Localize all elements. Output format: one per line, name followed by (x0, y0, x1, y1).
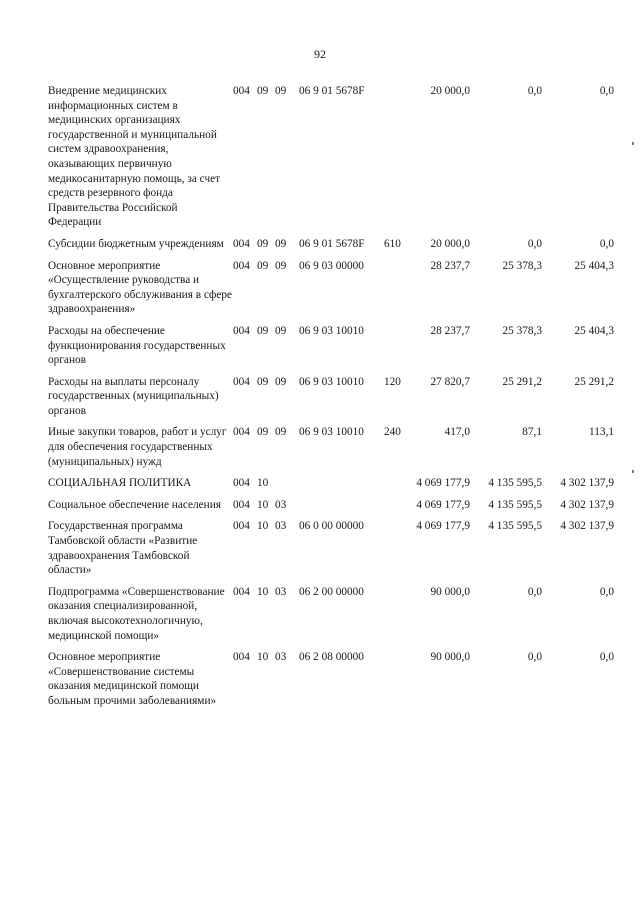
value-year-3: 0,0 (599, 85, 614, 97)
code-pr: 03 (275, 585, 287, 598)
table-row (48, 237, 614, 252)
code-ved: 004 (233, 237, 250, 250)
row-spacer (48, 418, 614, 425)
table-row (48, 425, 614, 469)
value-year-1: 4 069 177,9 (416, 477, 470, 490)
value-year-1: 4 069 177,9 (416, 498, 470, 511)
scan-edge-mark (632, 470, 634, 473)
table-row (48, 259, 614, 317)
row-code (233, 498, 400, 513)
value-year-1: 20 000,0 (430, 237, 470, 250)
row-code (233, 425, 400, 469)
table-row (48, 84, 614, 230)
row-name: Социальное обеспечение населения (48, 498, 221, 511)
code-rz: 09 (257, 426, 269, 439)
budget-table-body (48, 84, 614, 709)
code-pr: 09 (275, 426, 287, 439)
code-rz: 10 (257, 651, 269, 664)
row-name: Расходы на обеспечение функционирования государственных органов (48, 324, 226, 367)
value-year-2: 4 135 595,5 (488, 477, 542, 490)
value-year-2: 25 291,2 (502, 375, 542, 388)
value-year-3: 0,0 (599, 237, 614, 250)
row-code (233, 476, 400, 491)
value-year-1: 20 000,0 (430, 85, 470, 97)
scan-edge-mark (632, 142, 634, 145)
code-cs: 06 9 01 5678F (299, 85, 365, 97)
code-ved: 004 (233, 259, 250, 272)
table-row (48, 324, 614, 368)
code-cs: 06 2 08 00000 (299, 651, 364, 664)
code-pr: 09 (275, 375, 287, 388)
code-ved: 004 (233, 520, 250, 533)
value-year-3: 25 404,3 (574, 259, 614, 272)
value-year-3: 4 302 137,9 (560, 477, 614, 490)
code-ved: 004 (233, 477, 250, 490)
row-code (233, 375, 400, 419)
code-cs: 06 9 03 00000 (299, 259, 364, 272)
code-cs: 06 9 03 10010 (299, 324, 364, 337)
table-row (48, 375, 614, 419)
value-year-2: 87,1 (522, 426, 542, 439)
value-year-2: 4 135 595,5 (488, 498, 542, 511)
code-rz: 09 (257, 259, 269, 272)
row-name: Подпрограмма «Совершенствование оказания специализированной, включая высокотехнологичную, медицинской помощи» (48, 585, 225, 642)
code-ved: 004 (233, 85, 250, 97)
row-code (233, 259, 400, 317)
code-cs: 06 9 03 10010 (299, 375, 364, 388)
code-ved: 004 (233, 324, 250, 337)
code-cs: 06 0 00 00000 (299, 520, 364, 533)
code-rz: 09 (257, 85, 269, 97)
row-code (233, 84, 400, 230)
value-year-3: 4 302 137,9 (560, 498, 614, 511)
row-spacer (48, 368, 614, 375)
value-year-2: 0,0 (527, 237, 542, 250)
row-spacer (48, 578, 614, 585)
value-year-2: 25 378,3 (502, 324, 542, 337)
table-row (48, 476, 614, 491)
row-name: СОЦИАЛЬНАЯ ПОЛИТИКА (48, 477, 192, 490)
page-number: 92 (314, 47, 326, 61)
code-ved: 004 (233, 498, 250, 511)
table-row (48, 650, 614, 708)
budget-table (48, 84, 614, 709)
code-ved: 004 (233, 585, 250, 598)
value-year-3: 0,0 (599, 585, 614, 598)
table-row (48, 585, 614, 643)
table-row (48, 498, 614, 513)
row-spacer (48, 469, 614, 476)
row-name: Внедрение медицинских информационных систем в медицинских организациях государственной и муниципальной систем здравоохранения, оказывающих первичную медикосанитарную помощь, за счет средств резервного фонда Правительства Российской Федерации (48, 85, 221, 229)
row-name: Основное мероприятие «Совершенствование системы оказания медицинской помощи больным прочими заболеваниями» (48, 651, 217, 707)
row-spacer (48, 643, 614, 650)
value-year-3: 113,1 (589, 426, 614, 439)
code-pr: 03 (275, 651, 287, 664)
value-year-1: 90 000,0 (430, 651, 470, 664)
code-rz: 10 (257, 585, 269, 598)
code-rz: 10 (257, 498, 269, 511)
row-code (233, 519, 400, 577)
code-rz: 09 (257, 375, 269, 388)
row-code (233, 585, 400, 643)
code-ved: 004 (233, 375, 250, 388)
row-spacer (48, 512, 614, 519)
code-pr: 09 (275, 85, 287, 97)
row-code (233, 650, 400, 708)
value-year-1: 417,0 (444, 426, 470, 439)
row-name: Субсидии бюджетным учреждениям (48, 237, 224, 250)
value-year-1: 28 237,7 (430, 259, 470, 272)
code-rz: 10 (257, 477, 269, 490)
value-year-3: 25 404,3 (574, 324, 614, 337)
row-spacer (48, 252, 614, 259)
code-ved: 004 (233, 426, 250, 439)
code-cs: 06 9 03 10010 (299, 426, 364, 439)
row-spacer (48, 491, 614, 498)
code-pr: 09 (275, 324, 287, 337)
value-year-2: 25 378,3 (502, 259, 542, 272)
code-vr: 240 (384, 426, 401, 439)
code-pr: 03 (275, 520, 287, 533)
row-name: Иные закупки товаров, работ и услуг для обеспечения государственных (муниципальных) нужд (48, 426, 227, 468)
row-name: Расходы на выплаты персоналу государственных (муниципальных) органов (48, 375, 219, 417)
code-rz: 09 (257, 324, 269, 337)
code-pr: 03 (275, 498, 287, 511)
value-year-3: 25 291,2 (574, 375, 614, 388)
code-cs: 06 9 01 5678F (299, 237, 365, 250)
value-year-2: 0,0 (527, 651, 542, 664)
code-cs: 06 2 00 00000 (299, 585, 364, 598)
row-spacer (48, 230, 614, 237)
code-vr: 120 (384, 375, 401, 388)
value-year-2: 0,0 (527, 585, 542, 598)
code-pr: 09 (275, 259, 287, 272)
row-name: Основное мероприятие «Осуществление руководства и бухгалтерского обслуживания в сфере здравоохранения» (48, 259, 233, 316)
code-vr: 610 (384, 237, 401, 250)
row-code (233, 324, 400, 368)
code-rz: 10 (257, 520, 269, 533)
value-year-1: 4 069 177,9 (416, 520, 470, 533)
value-year-1: 27 820,7 (430, 375, 470, 388)
value-year-3: 4 302 137,9 (560, 520, 614, 533)
code-ved: 004 (233, 651, 250, 664)
row-code (233, 237, 400, 252)
value-year-3: 0,0 (599, 651, 614, 664)
value-year-1: 90 000,0 (430, 585, 470, 598)
code-rz: 09 (257, 237, 269, 250)
code-pr: 09 (275, 237, 287, 250)
value-year-1: 28 237,7 (430, 324, 470, 337)
value-year-2: 4 135 595,5 (488, 520, 542, 533)
row-spacer (48, 317, 614, 324)
value-year-2: 0,0 (527, 85, 542, 97)
table-row (48, 519, 614, 577)
row-name: Государственная программа Тамбовской области «Развитие здравоохранения Тамбовской области» (48, 520, 198, 577)
